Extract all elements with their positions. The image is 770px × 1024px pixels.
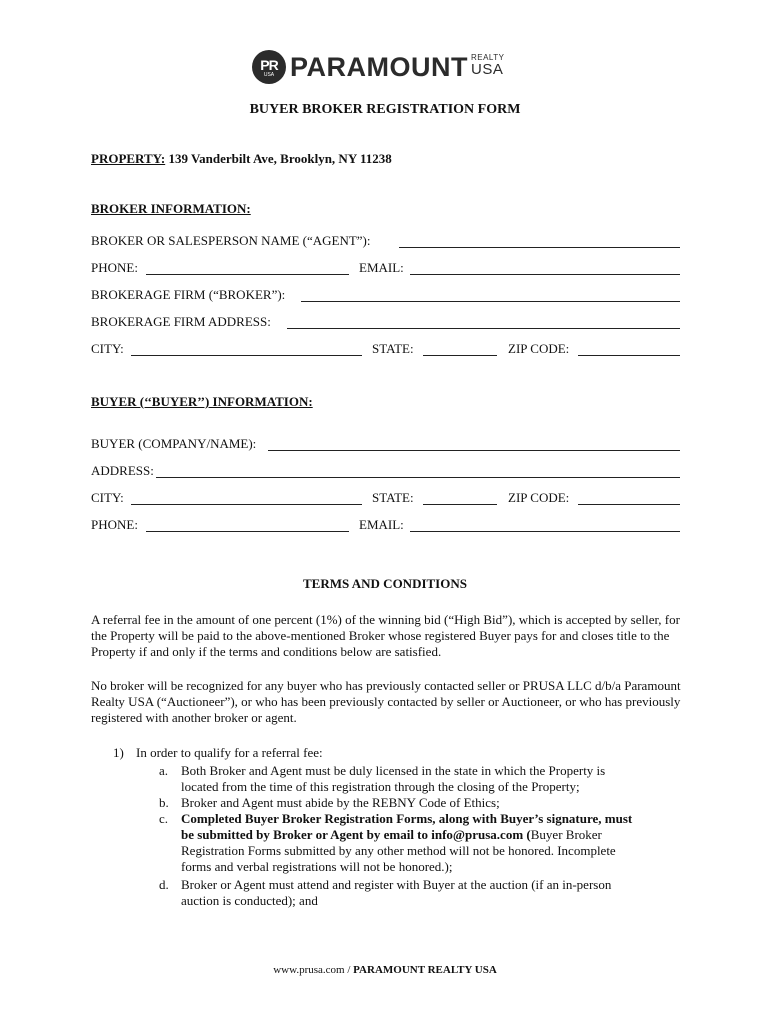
broker-phone-field[interactable] xyxy=(146,274,349,275)
broker-email-field[interactable] xyxy=(410,274,680,275)
agent-name-field[interactable] xyxy=(399,247,680,248)
item-c-line-4: forms and verbal registrations will not be honored.); xyxy=(181,859,453,874)
item-c-line-2-rest: Buyer Broker xyxy=(530,827,602,842)
agent-name-label: BROKER OR SALESPERSON NAME (“AGENT”): xyxy=(91,233,371,248)
item-a-line-2: located from the time of this registration through the closing of the Property; xyxy=(181,779,580,794)
buyer-company-label: BUYER (COMPANY/NAME): xyxy=(91,436,257,451)
item-d-line-1: Broker or Agent must attend and register with Buyer at the auction (if an in-person xyxy=(181,877,612,892)
brokerage-address-label: BROKERAGE FIRM ADDRESS: xyxy=(91,314,271,329)
buyer-address-field[interactable] xyxy=(156,477,680,478)
buyer-state-label: STATE: xyxy=(372,490,414,505)
property-label: PROPERTY: xyxy=(91,151,166,166)
paramount-logo xyxy=(252,47,505,87)
terms-heading: TERMS AND CONDITIONS xyxy=(303,576,467,591)
buyer-info-heading: BUYER (‘‘BUYER’’) INFORMATION: xyxy=(91,394,313,409)
buyer-phone-field[interactable] xyxy=(146,531,349,532)
broker-zip-field[interactable] xyxy=(578,355,680,356)
buyer-email-label: EMAIL: xyxy=(359,517,404,532)
brokerage-firm-label: BROKERAGE FIRM (“BROKER”): xyxy=(91,287,286,302)
logo-wordmark: PARAMOUNT xyxy=(290,51,468,82)
item-c-line-2 xyxy=(181,827,602,843)
broker-zip-label: ZIP CODE: xyxy=(508,341,570,356)
broker-state-label: STATE: xyxy=(372,341,414,356)
item-1-text: In order to qualify for a referral fee: xyxy=(136,745,323,760)
broker-state-field[interactable] xyxy=(423,355,497,356)
logo-mark-icon xyxy=(252,50,286,84)
brokerage-address-field[interactable] xyxy=(287,328,680,329)
buyer-phone-label: PHONE: xyxy=(91,517,138,532)
brokerage-firm-field[interactable] xyxy=(301,301,680,302)
terms-paragraph-2: No broker will be recognized for any buyer who has previously contacted seller or PRUSA LLC d/b/a Paramount Realty USA (“Auctioneer”), or who has been previously contacted by seller or Auctioneer, or who has previously registered with another broker or agent. xyxy=(91,678,681,725)
logo-mark-text: PR xyxy=(260,57,278,73)
page-footer xyxy=(0,964,770,976)
footer-site: www.prusa.com / xyxy=(273,964,354,976)
buyer-city-label: CITY: xyxy=(91,490,124,505)
broker-city-label: CITY: xyxy=(91,341,124,356)
broker-info-heading: BROKER INFORMATION: xyxy=(91,201,251,216)
buyer-company-field[interactable] xyxy=(268,450,680,451)
buyer-city-field[interactable] xyxy=(131,504,362,505)
buyer-address-label: ADDRESS: xyxy=(91,463,154,478)
logo-side-bottom: USA xyxy=(470,60,504,78)
logo-mark-sub: USA xyxy=(263,72,275,78)
footer-brand: PARAMOUNT REALTY USA xyxy=(353,964,497,976)
item-d-label: d. xyxy=(159,877,169,892)
buyer-state-field[interactable] xyxy=(423,504,497,505)
item-b-line-1: Broker and Agent must abide by the REBNY Code of Ethics; xyxy=(181,795,500,810)
item-c-label: c. xyxy=(159,811,169,826)
broker-email-label: EMAIL: xyxy=(359,260,404,275)
property-line xyxy=(91,151,392,167)
item-c-line-3: Registration Forms submitted by any other method will not be honored. Incomplete xyxy=(181,843,616,858)
item-c-line-2-bold: be submitted by Broker or Agent by email to info@prusa.com ( xyxy=(181,827,531,842)
buyer-email-field[interactable] xyxy=(410,531,680,532)
buyer-zip-label: ZIP CODE: xyxy=(508,490,570,505)
item-b-label: b. xyxy=(159,795,169,810)
item-c-line-1: Completed Buyer Broker Registration Forms, along with Buyer’s signature, must xyxy=(181,811,633,826)
item-d-line-2: auction is conducted); and xyxy=(181,893,318,908)
item-a-label: a. xyxy=(159,763,169,778)
logo-side-text xyxy=(471,54,505,77)
logo-side-top: REALTY xyxy=(470,52,505,62)
broker-phone-label: PHONE: xyxy=(91,260,138,275)
item-a-line-1: Both Broker and Agent must be duly licensed in the state in which the Property is xyxy=(181,763,606,778)
form-title: BUYER BROKER REGISTRATION FORM xyxy=(249,102,521,117)
property-value: 139 Vanderbilt Ave, Brooklyn, NY 11238 xyxy=(168,151,392,166)
broker-city-field[interactable] xyxy=(131,355,362,356)
buyer-zip-field[interactable] xyxy=(578,504,680,505)
terms-paragraph-1: A referral fee in the amount of one percent (1%) of the winning bid (“High Bid”), which is accepted by seller, for the Property will be paid to the above-mentioned Broker whose registered Buyer pays for and closes title to the Property if and only if the terms and conditions below are satisfied. xyxy=(91,612,680,659)
item-1-number: 1) xyxy=(113,745,124,760)
